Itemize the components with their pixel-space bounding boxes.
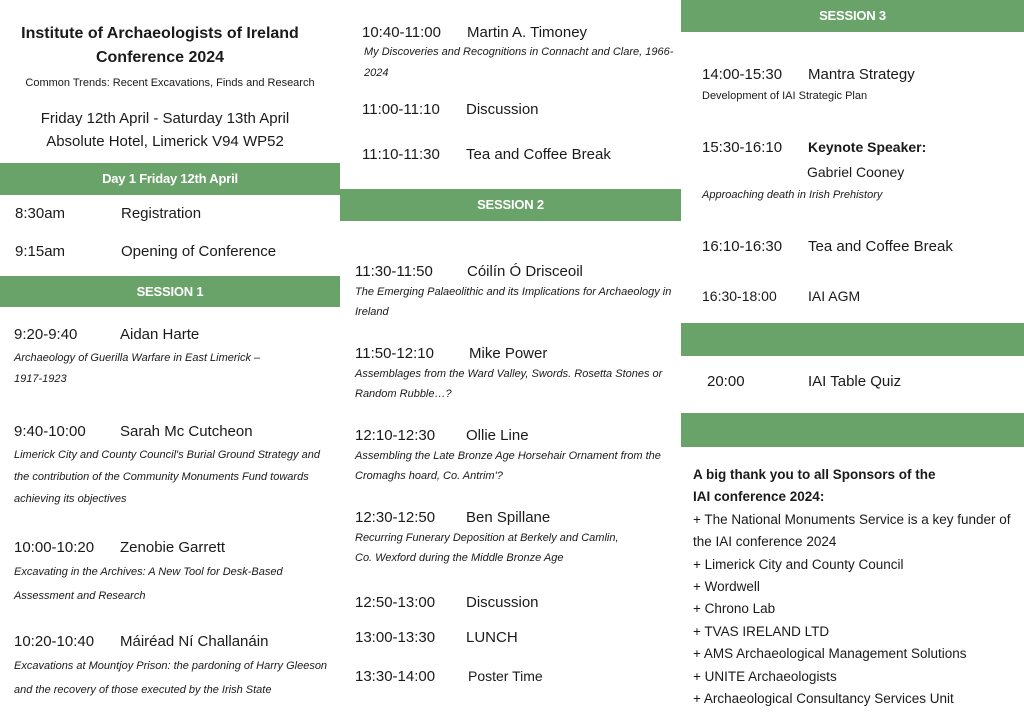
talk-description: Approaching death in Irish Prehistory <box>702 189 883 201</box>
sponsor-item: + TVAS IRELAND LTD <box>693 623 830 639</box>
sponsor-item: + UNITE Archaeologists <box>693 668 837 684</box>
talk-description: Assembling the Late Bronze Age Horsehair Ornament from the Cromaghs hoard, Co. Antrim'? <box>355 450 661 482</box>
schedule-label: Tea and Coffee Break <box>466 146 611 163</box>
schedule-time: 8:30am <box>15 205 66 222</box>
column-left <box>0 0 340 722</box>
talk-time: 11:50-12:10 <box>355 345 434 362</box>
talk-description: Limerick City and County Council's Burial Ground Strategy and the contribution of the Community Monuments Fund towards achieving its objectives <box>14 449 320 505</box>
keynote-speaker: Gabriel Cooney <box>807 164 905 180</box>
event-dates: Friday 12th April - Saturday 13th April <box>40 110 290 127</box>
schedule-time: 13:00-13:30 <box>355 629 436 646</box>
schedule-label: Opening of Conference <box>121 243 277 260</box>
schedule-time: 9:15am <box>15 243 66 260</box>
divider-band <box>681 413 1024 447</box>
schedule-time: 11:10-11:30 <box>362 146 440 163</box>
talk-description: Excavating in the Archives: A New Tool for Desk-Based Assessment and Research <box>14 566 283 602</box>
session2-banner: SESSION 2 <box>340 189 681 221</box>
sponsor-item: + Wordwell <box>693 579 760 595</box>
talk-description: Assemblages from the Ward Valley, Swords. Rosetta Stones or Random Rubble…? <box>355 368 663 400</box>
talk-time: 9:20-9:40 <box>14 326 78 343</box>
subtitle: Common Trends: Recent Excavations, Finds and Research <box>25 77 315 89</box>
column-right <box>681 0 1024 722</box>
schedule-time: 16:10-16:30 <box>702 238 783 255</box>
schedule-label: Tea and Coffee Break <box>808 238 953 255</box>
schedule-label: IAI Table Quiz <box>808 373 902 390</box>
column-middle <box>340 0 681 722</box>
talk-description-line-2: Co. Wexford during the Middle Bronze Age <box>355 552 564 564</box>
keynote-label: Keynote Speaker: <box>808 139 927 155</box>
sponsor-item: + Archaeological Consultancy Services Unit <box>693 691 954 707</box>
talk-time: 10:40-11:00 <box>362 24 441 41</box>
sponsors-heading-2: IAI conference 2024: <box>693 489 825 505</box>
sponsor-item: + The National Monuments Service is a key funder of the IAI conference 2024 <box>693 511 1011 550</box>
sponsors-section <box>693 464 1018 710</box>
talk-time: 12:30-12:50 <box>355 509 436 526</box>
schedule-label: Discussion <box>466 101 539 118</box>
talk-time: 10:00-10:20 <box>14 539 95 556</box>
talk-speaker: Ollie Line <box>466 427 529 444</box>
talk-speaker: Máiréad Ní Challanáin <box>120 633 269 650</box>
schedule-label: Poster Time <box>468 668 543 684</box>
talk-description: Archaeology of Guerilla Warfare in East Limerick – 1917-1923 <box>14 352 261 385</box>
schedule-label: LUNCH <box>466 629 518 646</box>
session3-banner: SESSION 3 <box>681 0 1024 32</box>
divider-band <box>681 323 1024 356</box>
talk-time: 11:30-11:50 <box>355 263 433 280</box>
talk-time: 9:40-10:00 <box>14 423 86 440</box>
talk-description-line-1: Recurring Funerary Deposition at Berkely and Camlin, <box>355 532 619 544</box>
talk-time: 14:00-15:30 <box>702 66 783 83</box>
talk-description: The Emerging Palaeolithic and its Implications for Archaeology in Ireland <box>355 286 672 318</box>
talk-speaker: Aidan Harte <box>120 326 200 343</box>
talk-time: 15:30-16:10 <box>702 139 783 156</box>
talk-speaker: Martin A. Timoney <box>467 24 588 41</box>
talk-speaker: Ben Spillane <box>466 509 551 526</box>
schedule-label: Registration <box>121 205 202 222</box>
schedule-label: Discussion <box>466 594 539 611</box>
sponsor-item: + Limerick City and County Council <box>693 556 904 572</box>
schedule-time: 12:50-13:00 <box>355 594 436 611</box>
title-line-2: Conference 2024 <box>95 49 225 66</box>
schedule-label: IAI AGM <box>808 288 861 304</box>
talk-speaker: Mike Power <box>469 345 548 362</box>
schedule-time: 11:00-11:10 <box>362 101 440 118</box>
talk-description: Development of IAI Strategic Plan <box>702 90 868 102</box>
talk-speaker: Sarah Mc Cutcheon <box>120 423 253 440</box>
talk-speaker: Zenobie Garrett <box>120 539 226 556</box>
schedule-time: 20:00 <box>707 373 745 390</box>
sponsor-item: + AMS Archaeological Management Solutions <box>693 646 967 662</box>
talk-description: My Discoveries and Recognitions in Connacht and Clare, 1966-2024 <box>364 46 674 79</box>
session1-banner: SESSION 1 <box>0 276 340 307</box>
schedule-time: 16:30-18:00 <box>702 288 777 304</box>
title-line-1: Institute of Archaeologists of Ireland <box>21 25 299 42</box>
sponsor-item: + Chrono Lab <box>693 601 776 617</box>
talk-speaker: Cóilín Ó Drisceoil <box>467 263 583 280</box>
talk-description: Excavations at Mountjoy Prison: the pardoning of Harry Gleeson and the recovery of those executed by the Irish State <box>14 660 328 696</box>
sponsors-heading-1: A big thank you to all Sponsors of the <box>693 467 936 482</box>
event-venue: Absolute Hotel, Limerick V94 WP52 <box>46 133 284 150</box>
talk-time: 10:20-10:40 <box>14 633 95 650</box>
talk-time: 12:10-12:30 <box>355 427 436 444</box>
schedule-time: 13:30-14:00 <box>355 668 436 685</box>
page-title <box>0 22 320 70</box>
talk-speaker: Mantra Strategy <box>808 66 915 83</box>
event-info <box>0 107 330 153</box>
day1-banner: Day 1 Friday 12th April <box>0 163 340 195</box>
